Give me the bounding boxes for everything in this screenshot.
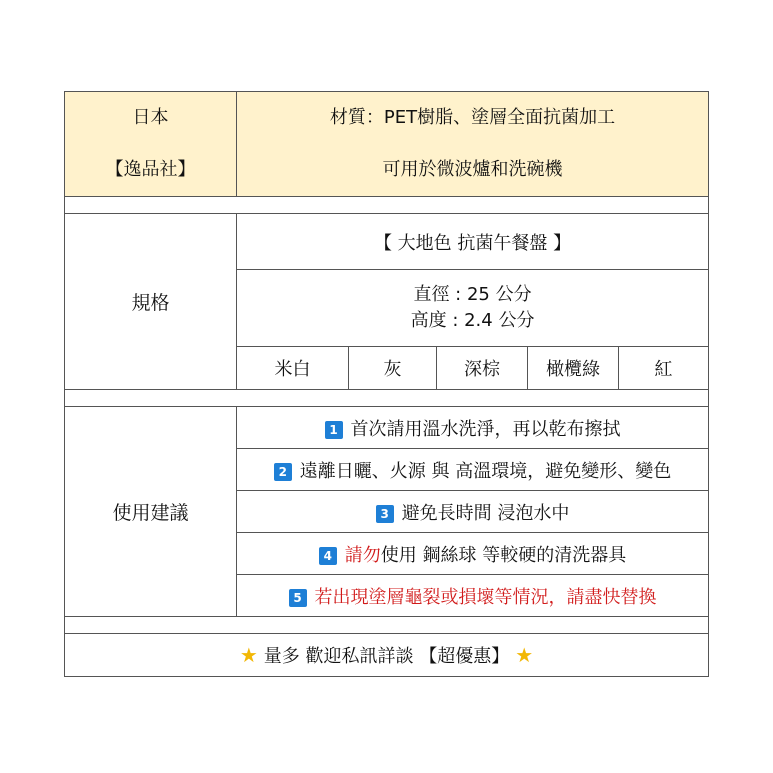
step-number-badge: 4 bbox=[319, 547, 337, 565]
material-cell bbox=[237, 92, 709, 197]
brand-name: 【逸品社】 bbox=[105, 159, 196, 180]
tip-text: 遠離日曬、火源 與 高溫環境，避免變形、變色 bbox=[299, 460, 672, 482]
spacer-row bbox=[65, 617, 709, 634]
color-option: 米白 bbox=[237, 347, 349, 390]
step-number-badge: 1 bbox=[325, 421, 343, 439]
color-option: 橄欖綠 bbox=[528, 347, 619, 390]
origin-country: 日本 bbox=[132, 107, 169, 128]
spacer-row bbox=[65, 197, 709, 214]
usage-label: 使用建議 bbox=[65, 407, 237, 617]
footer-text: 量多 歡迎私訊詳談 【超優惠】 bbox=[263, 646, 510, 667]
footer-row bbox=[65, 634, 709, 677]
usage-tip bbox=[237, 575, 709, 617]
star-icon: ★ bbox=[515, 643, 534, 667]
tip-text: 使用 鋼絲球 等較硬的清洗器具 bbox=[380, 544, 627, 566]
footer-cell bbox=[65, 634, 709, 677]
product-title: 【 大地色 抗菌午餐盤 】 bbox=[237, 214, 709, 270]
usage-tip-row bbox=[65, 407, 709, 449]
usage-tip bbox=[237, 533, 709, 575]
spec-label: 規格 bbox=[65, 214, 237, 390]
color-option: 深棕 bbox=[437, 347, 528, 390]
step-number-badge: 5 bbox=[289, 589, 307, 607]
usage-tip bbox=[237, 491, 709, 533]
tip-text: 避免長時間 浸泡水中 bbox=[401, 502, 570, 524]
tip-text-warning: 若出現塗層龜裂或損壞等情況，請盡快替換 bbox=[314, 586, 657, 608]
spec-title-row bbox=[65, 214, 709, 270]
height-text: 高度 : 2.4 公分 bbox=[410, 310, 535, 331]
tip-text: 首次請用溫水洗淨，再以乾布擦拭 bbox=[350, 418, 621, 440]
header-row bbox=[65, 92, 709, 197]
usage-tip bbox=[237, 449, 709, 491]
star-icon: ★ bbox=[239, 643, 258, 667]
color-option: 紅 bbox=[619, 347, 709, 390]
step-number-badge: 3 bbox=[376, 505, 394, 523]
microwave-text: 可用於微波爐和洗碗機 bbox=[382, 159, 563, 180]
step-number-badge: 2 bbox=[274, 463, 292, 481]
dimensions-cell bbox=[237, 270, 709, 347]
product-spec-table bbox=[64, 91, 709, 677]
usage-tip bbox=[237, 407, 709, 449]
material-text: 材質：PET樹脂、塗層全面抗菌加工 bbox=[329, 107, 616, 128]
diameter-text: 直徑 : 25 公分 bbox=[413, 284, 532, 305]
spacer-row bbox=[65, 390, 709, 407]
warning-text: 請勿 bbox=[344, 544, 381, 566]
origin-cell bbox=[65, 92, 237, 197]
color-option: 灰 bbox=[349, 347, 437, 390]
